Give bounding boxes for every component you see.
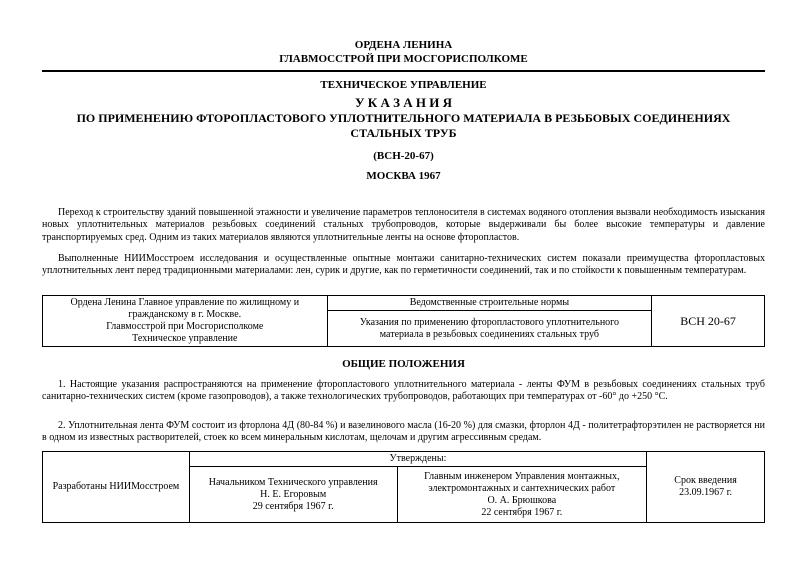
norms-header-cell: Ведомственные строительные нормы [327,296,652,311]
org-line-1: ОРДЕНА ЛЕНИНА [354,39,453,51]
developed-by-cell: Разработаны НИИМосстроем [43,452,190,523]
approver-2-line: 22 сентября 1967 г. [481,506,563,518]
issuer-line: Главмосстрой при Мосгорисполкоме [106,321,264,332]
approver-1-line: 29 сентября 1967 г. [252,500,334,512]
norms-title-cell [327,311,652,347]
doc-code: (ВСН-20-67) [373,150,434,162]
approval-table [42,451,765,523]
section-paragraph-2: 2. Уплотнительная лента ФУМ состоит из фторлона 4Д (80-84 %) и вазелинового масла (16-20 %) для смазки, фторлон 4Д - политетрафторэтилен не растворяется ни в одном из известных растворителей, стоек ко всем минеральным кислотам, щелочам и другим агрессивным средам. [42,420,765,444]
code-cell: ВСН 20-67 [652,296,765,347]
norms-title-line: материала в резьбовых соединениях стальных труб [379,328,599,340]
document-info-table [42,295,765,347]
approver-2-line: О. А. Брюшкова [487,494,557,506]
place-year: МОСКВА 1967 [366,170,441,182]
section-paragraph-1: 1. Настоящие указания распространяются на применение фторопластового уплотнительного материала - ленты ФУМ в резьбовых соединениях стальных труб санитарно-технических систем (кроме газопроводов), а также технологических трубопроводов, работающих при температурах от -60° до +250 °С. [42,379,765,403]
issuer-line: гражданскому в г. Москве. [128,309,242,320]
effective-date: 23.09.1967 г. [679,487,733,498]
section-title: ОБЩИЕ ПОЛОЖЕНИЯ [342,358,465,370]
approver-2-line: Главным инженером Управления монтажных, [424,470,620,482]
intro-paragraph-2: Выполненные НИИМосстроем исследования и осуществленные опытные монтажи санитарно-технических систем показали преимущества фторопластовых уплотнительных лент перед традиционными материалами: лен, сурик и другие, как по герметичности соединений, так и по стойкости к повышенным температурам. [42,253,765,277]
header-divider [42,70,765,72]
effective-label: Срок введения [674,475,737,486]
org-line-2: ГЛАВМОССТРОЙ ПРИ МОСГОРИСПОЛКОМЕ [279,53,528,65]
department: ТЕХНИЧЕСКОЕ УПРАВЛЕНИЕ [320,79,487,91]
doc-title-line-1: ПО ПРИМЕНЕНИЮ ФТОРОПЛАСТОВОГО УПЛОТНИТЕЛЬНОГО МАТЕРИАЛА В РЕЗЬБОВЫХ СОЕДИНЕНИЯХ [76,111,731,125]
issuer-line: Техническое управление [132,333,238,344]
doc-type: У К А З А Н И Я [355,95,452,110]
issuer-line: Ордена Ленина Главное управление по жилищному и [70,297,300,308]
intro-paragraph-1: Переход к строительству зданий повышенной этажности и увеличение параметров теплоносителя в системах водяного отопления вызвали необходимость изыскания новых уплотнительных материалов резьбовых соединений стальных трубопроводов, которые выдерживали бы более высокие температуры и давление транспортируемых сред. Одним из таких материалов являются уплотнительные ленты на основе фторопластов. [42,207,765,243]
norms-title-line: Указания по применению фторопластового уплотнительного [359,316,620,328]
approver-2-cell [397,467,647,523]
effective-cell [647,452,765,523]
issuer-cell [43,296,328,347]
approved-header-cell: Утверждены: [189,452,646,467]
approver-1-cell [189,467,397,523]
approver-1-line: Н. Е. Егоровым [260,488,327,500]
approver-2-line: электромонтажных и сантехнических работ [428,482,616,494]
doc-title-line-2: СТАЛЬНЫХ ТРУБ [350,126,457,140]
approver-1-line: Начальником Технического управления [208,476,378,488]
